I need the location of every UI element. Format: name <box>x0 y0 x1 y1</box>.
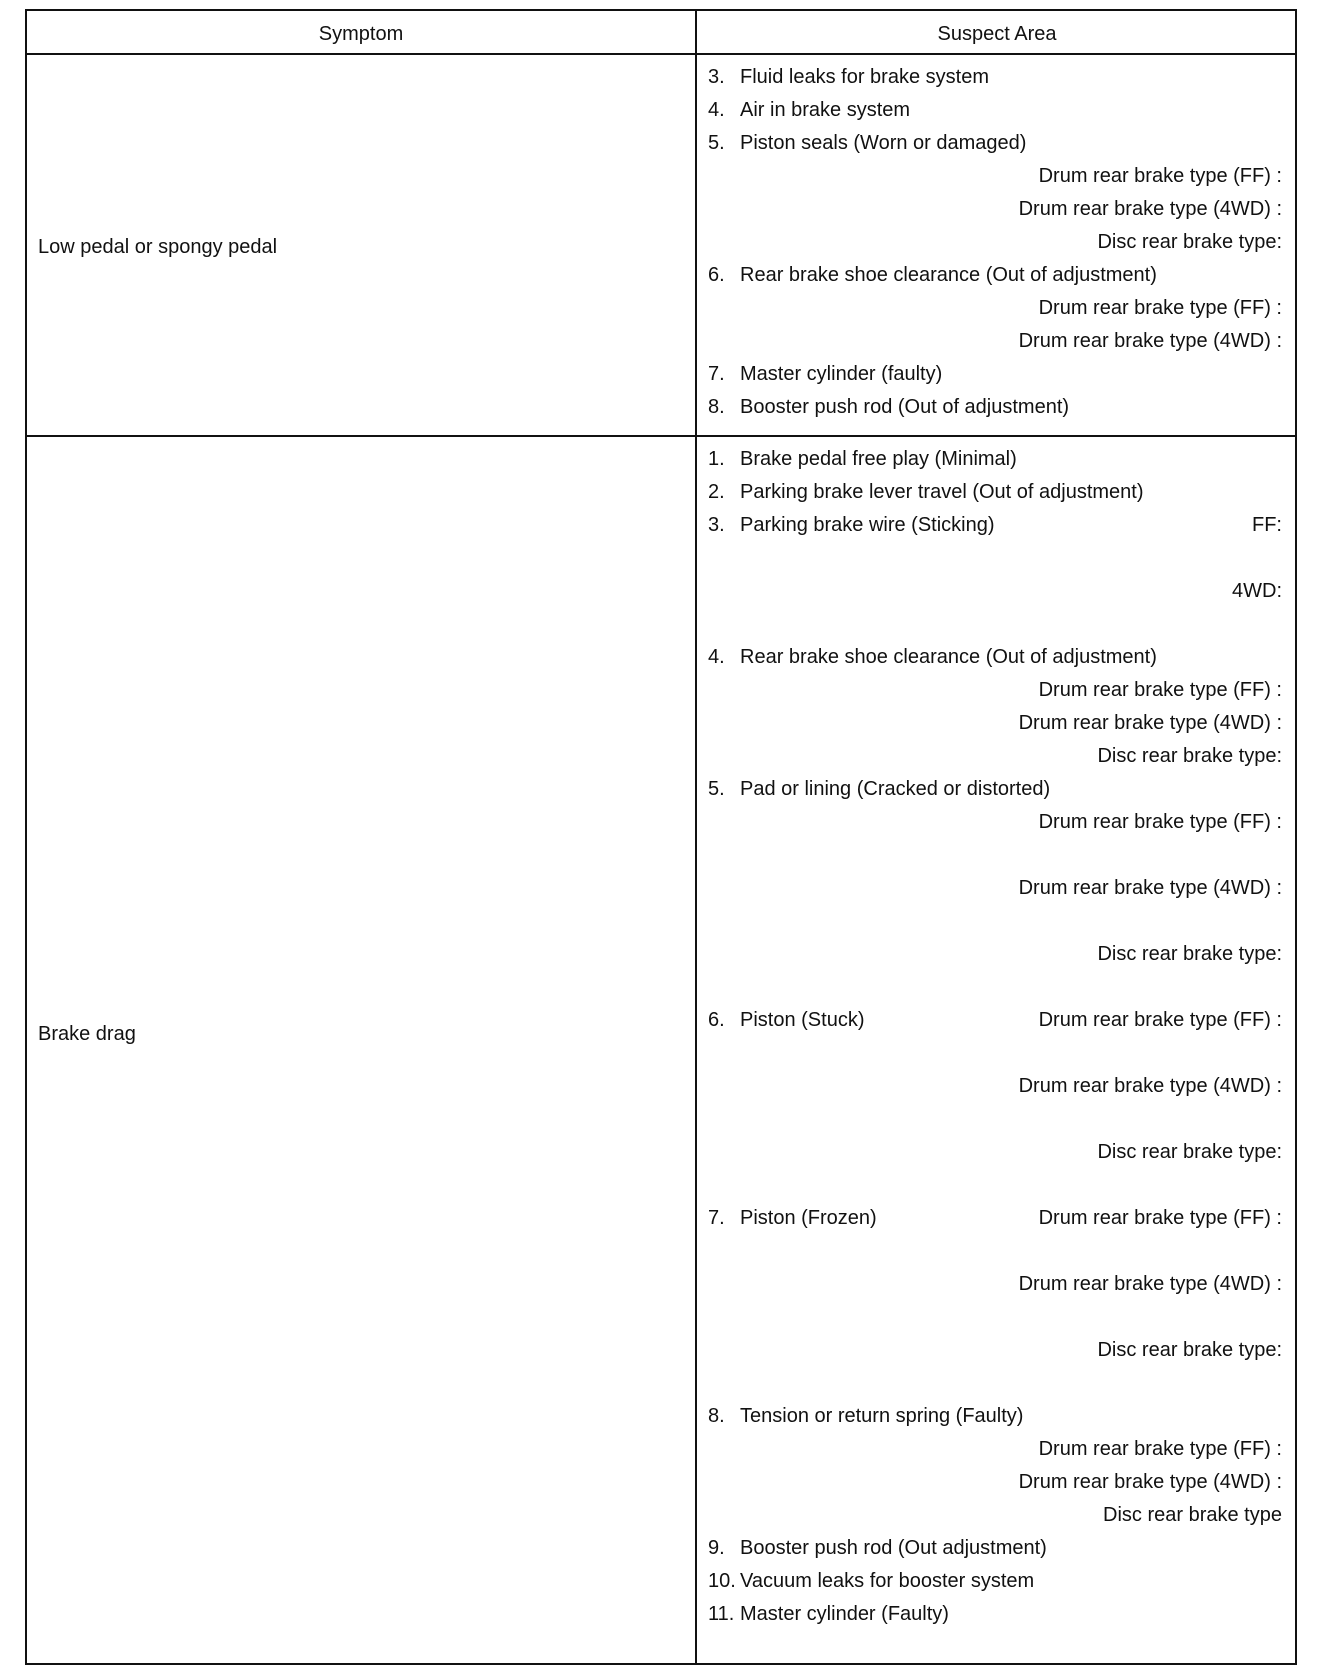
brake-type-label: Drum rear brake type (FF) : <box>1038 679 1282 701</box>
brake-type-label: Drum rear brake type (FF) : <box>1038 1009 1282 1031</box>
item-number: 7. <box>708 1207 725 1229</box>
brake-type-label: Disc rear brake type: <box>1097 1141 1282 1163</box>
suspect-item: Booster push rod (Out of adjustment) <box>740 396 1070 418</box>
brake-type-label: Drum rear brake type (4WD) : <box>1018 877 1282 899</box>
suspect-item: Tension or return spring (Faulty) <box>740 1405 1024 1427</box>
item-number: 9. <box>708 1537 725 1559</box>
brake-type-label: Disc rear brake type: <box>1097 745 1282 767</box>
item-number: 11. <box>708 1603 735 1625</box>
brake-type-label: Drum rear brake type (4WD) : <box>1018 1273 1282 1295</box>
suspect-item: Piston (Stuck) <box>740 1009 865 1031</box>
item-number: 2. <box>708 481 725 503</box>
suspect-item: Piston seals (Worn or damaged) <box>740 132 1027 154</box>
item-number: 6. <box>708 264 725 286</box>
suspect-item: Pad or lining (Cracked or distorted) <box>740 778 1051 800</box>
brake-type-label: Drum rear brake type (FF) : <box>1038 297 1282 319</box>
brake-type-label: Drum rear brake type (4WD) : <box>1018 198 1282 220</box>
item-number: 5. <box>708 132 725 154</box>
brake-type-label: Disc rear brake type: <box>1097 231 1282 253</box>
symptom-low-pedal: Low pedal or spongy pedal <box>38 236 278 258</box>
brake-type-label: Disc rear brake type <box>1103 1504 1282 1526</box>
brake-type-label: Drum rear brake type (FF) : <box>1038 165 1282 187</box>
suspect-item: Rear brake shoe clearance (Out of adjustment) <box>740 646 1157 668</box>
suspect-item: Master cylinder (faulty) <box>740 363 943 385</box>
suspect-item: Master cylinder (Faulty) <box>740 1603 949 1625</box>
brake-type-label: Drum rear brake type (FF) : <box>1038 811 1282 833</box>
item-number: 4. <box>708 99 725 121</box>
brake-type-label: FF: <box>1252 514 1282 536</box>
brake-type-label: Drum rear brake type (4WD) : <box>1018 1471 1282 1493</box>
item-number: 4. <box>708 646 725 668</box>
header-symptom: Symptom <box>318 23 404 45</box>
item-number: 6. <box>708 1009 725 1031</box>
suspect-item: Parking brake lever travel (Out of adjustment) <box>740 481 1144 503</box>
brake-type-label: 4WD: <box>1232 580 1282 602</box>
header-divider <box>27 53 1295 55</box>
brake-type-label: Drum rear brake type (FF) : <box>1038 1438 1282 1460</box>
column-divider <box>695 11 697 1663</box>
item-number: 7. <box>708 363 725 385</box>
row-divider <box>27 435 1295 437</box>
suspect-item: Rear brake shoe clearance (Out of adjustment) <box>740 264 1157 286</box>
header-suspect-area: Suspect Area <box>937 23 1057 45</box>
item-number: 1. <box>708 448 725 470</box>
suspect-item: Brake pedal free play (Minimal) <box>740 448 1017 470</box>
suspect-item: Fluid leaks for brake system <box>740 66 989 88</box>
brake-type-label: Drum rear brake type (4WD) : <box>1018 330 1282 352</box>
brake-type-label: Disc rear brake type: <box>1097 943 1282 965</box>
brake-troubleshooting-table <box>25 9 1297 1665</box>
item-number: 3. <box>708 66 725 88</box>
item-number: 8. <box>708 1405 725 1427</box>
brake-type-label: Disc rear brake type: <box>1097 1339 1282 1361</box>
brake-type-label: Drum rear brake type (4WD) : <box>1018 712 1282 734</box>
suspect-item: Vacuum leaks for booster system <box>740 1570 1035 1592</box>
item-number: 8. <box>708 396 725 418</box>
suspect-item: Piston (Frozen) <box>740 1207 877 1229</box>
suspect-item: Booster push rod (Out adjustment) <box>740 1537 1047 1559</box>
item-number: 3. <box>708 514 725 536</box>
brake-type-label: Drum rear brake type (4WD) : <box>1018 1075 1282 1097</box>
suspect-item: Parking brake wire (Sticking) <box>740 514 995 536</box>
suspect-item: Air in brake system <box>740 99 911 121</box>
item-number: 5. <box>708 778 725 800</box>
symptom-brake-drag: Brake drag <box>38 1023 136 1045</box>
item-number: 10. <box>708 1570 736 1592</box>
brake-type-label: Drum rear brake type (FF) : <box>1038 1207 1282 1229</box>
